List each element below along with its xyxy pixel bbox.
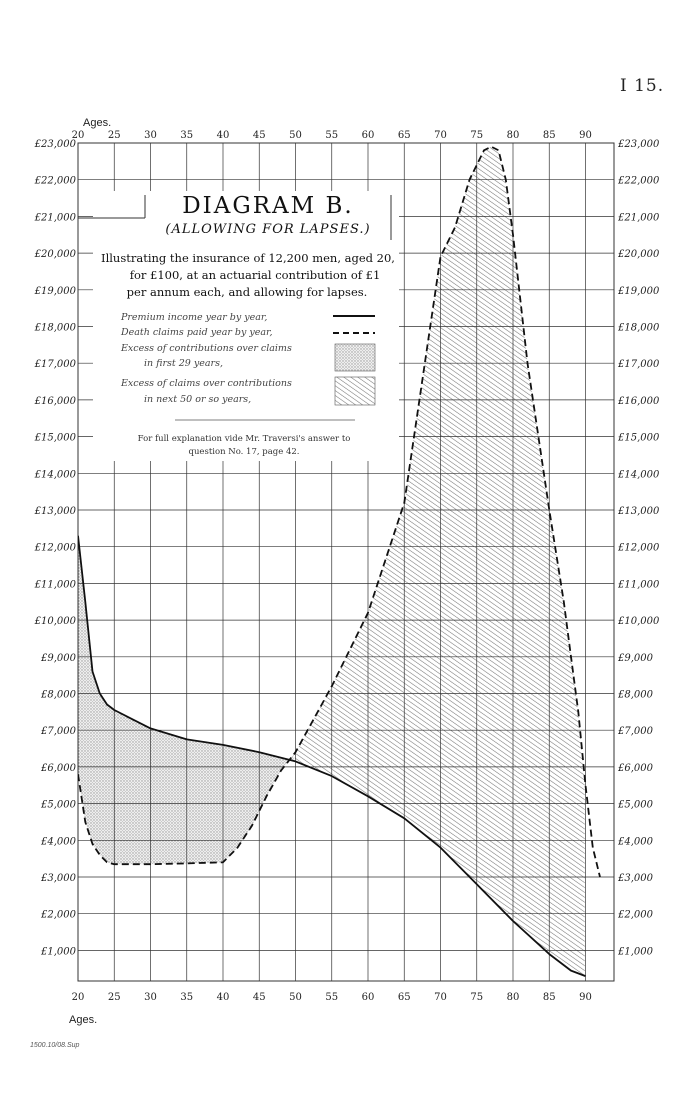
page-number: I 15.: [620, 76, 665, 96]
x-axis-title-top: Ages.: [83, 117, 112, 129]
legend-label-claims: Death claims paid year by year,: [121, 327, 273, 338]
y-tick-label-left: £20,000: [34, 249, 76, 261]
x-tick-label-bottom: 25: [107, 992, 121, 1003]
legend-label-excess-contrib-1: Excess of contributions over claims: [121, 343, 292, 354]
x-tick-label-bottom: 75: [470, 992, 484, 1003]
chart-subtitle: (ALLOWING FOR LAPSES.): [165, 222, 371, 237]
x-tick-label-top: 40: [216, 130, 230, 141]
y-tick-label-right: £23,000: [618, 139, 660, 150]
y-tick-label-left: £11,000: [34, 579, 76, 591]
legend-swatch-hatch: [335, 377, 375, 405]
legend-label-excess-claims-1: Excess of claims over contributions: [121, 378, 292, 389]
x-tick-label-bottom: 35: [180, 992, 194, 1003]
x-tick-label-bottom: 50: [289, 992, 302, 1003]
x-tick-label-top: 70: [434, 130, 447, 141]
y-tick-label-right: £8,000: [618, 689, 653, 701]
x-tick-label-bottom: 40: [216, 992, 230, 1003]
y-tick-label-left: £12,000: [34, 542, 76, 554]
x-tick-label-bottom: 80: [506, 992, 520, 1003]
x-tick-label-top: 30: [144, 130, 157, 141]
y-tick-label-right: £14,000: [618, 469, 660, 481]
x-tick-label-bottom: 20: [71, 992, 85, 1003]
legend-label-excess-claims-2: in next 50 or so years,: [144, 394, 252, 405]
y-tick-label-left: £9,000: [41, 652, 76, 664]
x-tick-label-bottom: 30: [144, 992, 157, 1003]
y-tick-label-right: £15,000: [618, 432, 660, 444]
y-tick-label-right: £16,000: [618, 395, 660, 407]
y-tick-label-left: £19,000: [34, 285, 76, 297]
legend-panel: [78, 191, 399, 461]
y-tick-label-left: £3,000: [41, 873, 76, 884]
y-tick-label-left: £17,000: [34, 359, 76, 371]
x-tick-label-bottom: 60: [361, 992, 375, 1003]
note-line-2: question No. 17, page 42.: [188, 447, 300, 457]
x-tick-label-top: 65: [397, 130, 411, 141]
y-tick-label-left: £21,000: [34, 212, 76, 224]
y-tick-label-right: £7,000: [618, 726, 653, 738]
y-tick-label-left: £1,000: [41, 946, 76, 958]
y-tick-label-right: £17,000: [618, 359, 660, 371]
y-tick-label-right: £10,000: [618, 616, 660, 628]
x-tick-label-bottom: 85: [542, 992, 556, 1003]
y-tick-label-right: £20,000: [618, 249, 660, 261]
x-tick-label-bottom: 65: [397, 992, 411, 1003]
print-mark: 1500.10/08.Sup: [30, 1042, 80, 1049]
y-tick-label-right: £6,000: [618, 762, 653, 774]
legend-label-excess-contrib-2: in first 29 years,: [144, 358, 223, 369]
x-tick-label-top: 20: [71, 130, 85, 141]
y-tick-label-left: £10,000: [34, 616, 76, 628]
y-tick-label-left: £15,000: [34, 432, 76, 444]
y-tick-label-left: £23,000: [34, 139, 76, 150]
x-tick-label-top: 50: [289, 130, 302, 141]
y-tick-label-right: £2,000: [618, 909, 653, 921]
x-tick-label-top: 55: [325, 130, 339, 141]
x-tick-label-top: 60: [361, 130, 375, 141]
y-tick-label-left: £13,000: [34, 506, 76, 517]
x-tick-label-top: 85: [542, 130, 556, 141]
y-tick-label-right: £9,000: [618, 652, 653, 664]
x-tick-label-top: 90: [579, 130, 592, 141]
x-tick-label-top: 75: [470, 130, 484, 141]
y-tick-label-right: £5,000: [618, 799, 653, 811]
note-line-1: For full explanation vide Mr. Traversi's answer to: [137, 434, 351, 444]
y-tick-label-right: £21,000: [618, 212, 660, 224]
x-tick-label-bottom: 45: [252, 992, 266, 1003]
excess-contributions-area: [78, 536, 294, 865]
x-tick-label-bottom: 90: [579, 992, 592, 1003]
x-tick-label-top: 25: [107, 130, 121, 141]
y-tick-label-left: £18,000: [34, 322, 76, 334]
x-tick-label-bottom: 70: [434, 992, 447, 1003]
y-tick-label-left: £2,000: [41, 909, 76, 921]
y-tick-label-right: £18,000: [618, 322, 660, 334]
y-tick-label-right: £3,000: [618, 873, 653, 884]
y-tick-label-left: £16,000: [34, 395, 76, 407]
y-tick-label-right: £4,000: [618, 836, 653, 848]
y-tick-label-right: £22,000: [618, 175, 660, 187]
description-line-1: Illustrating the insurance of 12,200 men, aged 20,: [101, 251, 395, 265]
y-tick-label-right: £1,000: [618, 946, 653, 958]
x-tick-label-bottom: 55: [325, 992, 339, 1003]
y-tick-label-left: £7,000: [41, 726, 76, 738]
x-tick-label-top: 80: [506, 130, 520, 141]
y-tick-label-right: £12,000: [618, 542, 660, 554]
legend-swatch-stipple: [335, 344, 375, 371]
y-tick-label-left: £8,000: [41, 689, 76, 701]
y-tick-label-left: £14,000: [34, 469, 76, 481]
y-tick-label-right: £19,000: [618, 285, 660, 297]
y-tick-label-left: £4,000: [41, 836, 76, 848]
y-tick-label-left: £22,000: [34, 175, 76, 187]
legend-label-premium: Premium income year by year,: [121, 312, 268, 323]
x-tick-label-top: 35: [180, 130, 194, 141]
x-axis-title-bottom: Ages.: [69, 1014, 98, 1026]
y-tick-label-right: £11,000: [618, 579, 660, 591]
y-tick-label-right: £13,000: [618, 506, 660, 517]
y-tick-label-left: £5,000: [41, 799, 76, 811]
description-line-2: for £100, at an actuarial contribution of £1: [129, 268, 381, 282]
x-tick-label-top: 45: [252, 130, 266, 141]
chart-title: DIAGRAM B.: [182, 193, 354, 219]
description-line-3: per annum each, and allowing for lapses.: [126, 285, 368, 299]
y-tick-label-left: £6,000: [41, 762, 76, 774]
